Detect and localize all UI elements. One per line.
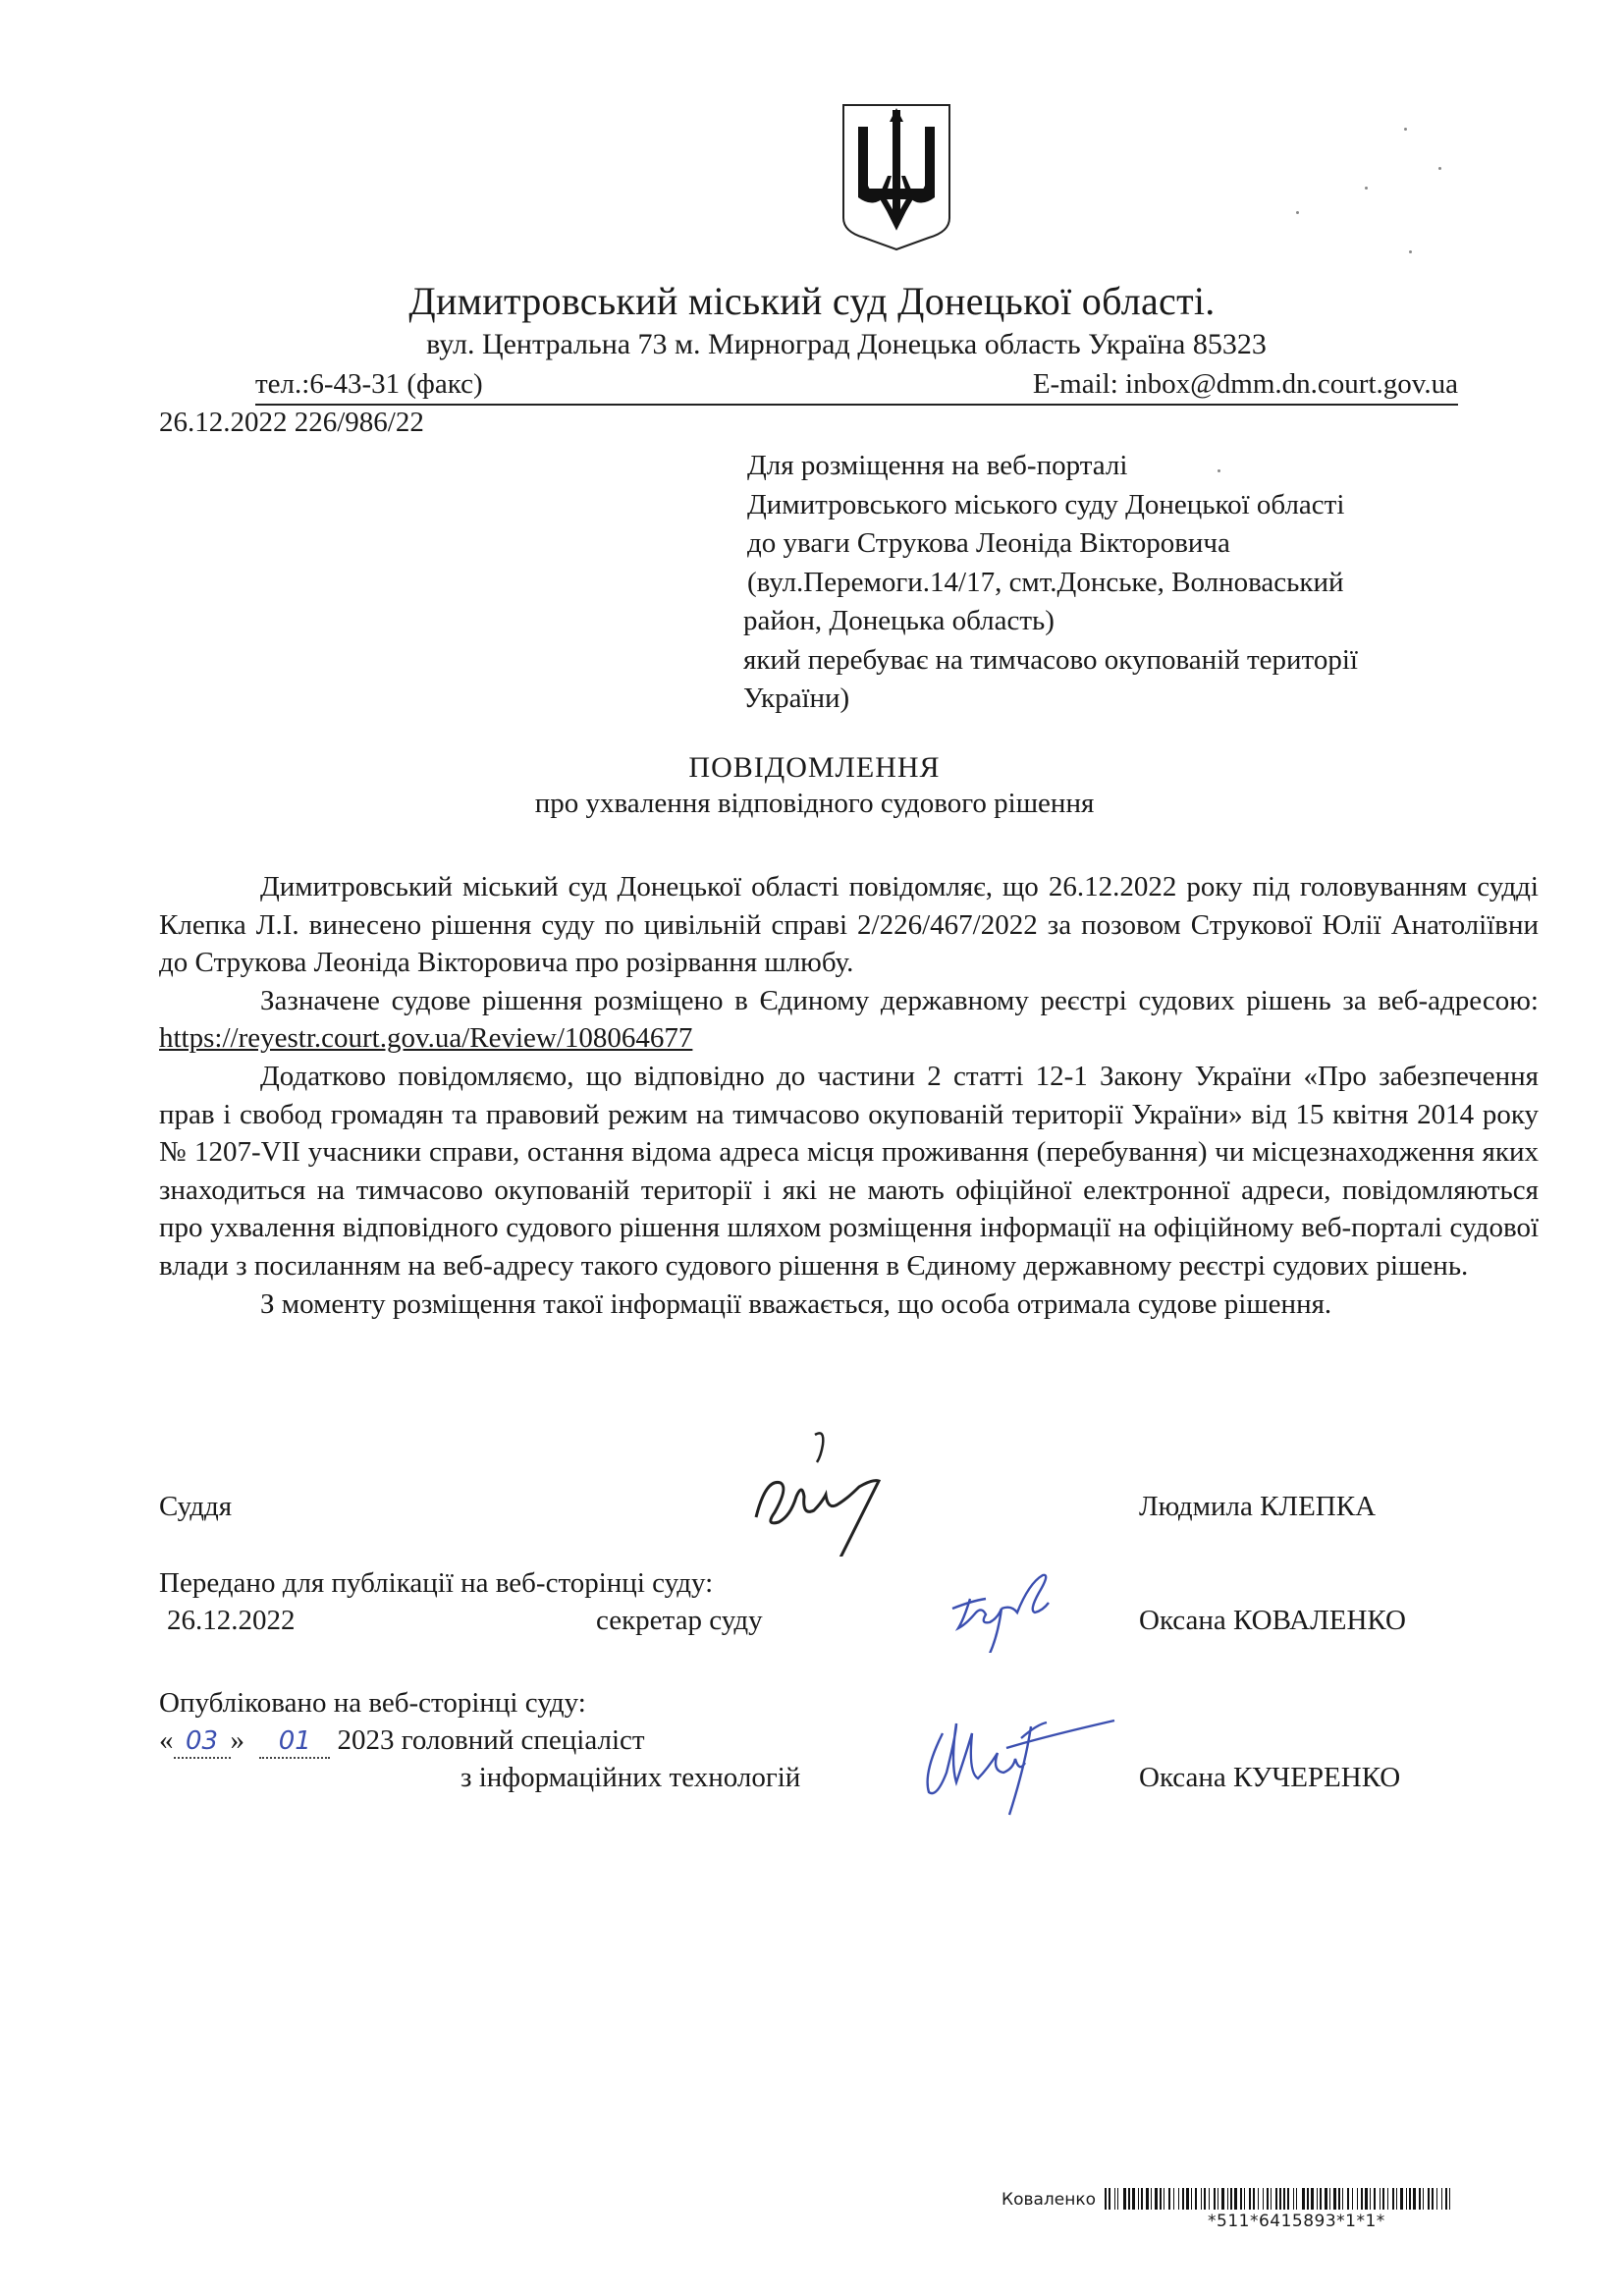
scan-speck (1296, 211, 1299, 214)
barcode-bar (1419, 2188, 1421, 2210)
addressee-line: Димитровського міського суду Донецької області (747, 488, 1345, 520)
barcode-number: *511*6415893*1*1* (1208, 2212, 1385, 2231)
secretary-name: Оксана КОВАЛЕНКО (1139, 1605, 1406, 1636)
barcode-bar (1227, 2188, 1228, 2210)
barcode-bar (1293, 2188, 1294, 2210)
barcode-bar (1347, 2188, 1349, 2210)
barcode-bar (1263, 2188, 1264, 2210)
judge-name: Людмила КЛЕПКА (1139, 1491, 1377, 1522)
barcode-bar (1392, 2188, 1394, 2210)
body-paragraph-4: З моменту розміщення такої інформації вважається, що особа отримала судове рішення. (260, 1287, 1332, 1320)
published-day-field (174, 1724, 231, 1759)
barcode-bar (1382, 2188, 1384, 2210)
registry-link[interactable]: https://reyestr.court.gov.ua/Review/108064677 (159, 1022, 693, 1055)
barcode-bar (1244, 2188, 1245, 2210)
barcode-bar (1413, 2188, 1416, 2210)
barcode-bar (1234, 2188, 1237, 2210)
barcode-bar (1406, 2188, 1407, 2210)
barcode-bar (1352, 2188, 1353, 2210)
barcode-bar (1445, 2188, 1447, 2210)
barcode-bar (1128, 2188, 1130, 2210)
barcode-bar (1221, 2188, 1224, 2210)
barcode-bar (1320, 2188, 1322, 2210)
barcode-bar (1325, 2188, 1327, 2210)
barcode-bar (1387, 2188, 1388, 2210)
scan-speck (1438, 167, 1441, 170)
barcode-bar (1201, 2188, 1202, 2210)
published-day: 03 (185, 1726, 219, 1756)
court-name: Димитровський міський суд Донецької області. (408, 279, 1216, 323)
barcode-bar (1428, 2188, 1430, 2210)
published-date-line (159, 1724, 645, 1759)
judge-signature-icon (746, 1429, 923, 1557)
barcode-bar (1287, 2188, 1289, 2210)
scan-speck (1404, 128, 1407, 131)
barcode-bar (1374, 2188, 1376, 2210)
barcode-owner: Коваленко (1001, 2190, 1097, 2210)
barcode-bar (1333, 2188, 1336, 2210)
barcode-bar (1114, 2188, 1115, 2210)
addressee-line: який перебуває на тимчасово окупованій території (743, 643, 1358, 676)
barcode-bar (1168, 2188, 1170, 2210)
barcode-bar (1432, 2188, 1434, 2210)
barcode-bar (1105, 2188, 1107, 2210)
barcode-bar (1230, 2188, 1232, 2210)
barcode-bar (1307, 2188, 1309, 2210)
barcode-bar (1361, 2188, 1363, 2210)
barcode-bar (1214, 2188, 1216, 2210)
barcode-bar (1209, 2188, 1210, 2210)
barcode-bar (1186, 2188, 1189, 2210)
body-paragraph-1: Димитровський міський суд Донецької області повідомляє, що 26.12.2022 року під головуванням судді Клепка Л.І. винесено рішення суду по цивільній справі 2/226/467/2022 за позовом Струкової Юлії Анатоліївни до Струкова Леоніда Вікторовича про розірвання шлюбу. (159, 871, 1539, 979)
court-phone: тел.:6-43-31 (факс) (255, 368, 483, 400)
reference-number: 26.12.2022 226/986/22 (159, 407, 424, 438)
ukraine-coat-of-arms-icon (840, 102, 952, 251)
barcode-icon (1105, 2188, 1450, 2210)
barcode-bar (1253, 2188, 1255, 2210)
barcode-bar (1271, 2188, 1272, 2210)
barcode-bar (1123, 2188, 1126, 2210)
addressee-line: район, Донецька область) (743, 605, 1055, 636)
scan-speck (1218, 469, 1220, 472)
barcode-bar (1138, 2188, 1139, 2210)
barcode-bar (1178, 2188, 1179, 2210)
barcode-bar (1191, 2188, 1192, 2210)
addressee-line: (вул.Перемоги.14/17, смт.Донське, Волноваський (747, 566, 1344, 598)
barcode-bar (1173, 2188, 1174, 2210)
notice-title: ПОВІДОМЛЕННЯ (688, 751, 941, 784)
barcode-bar (1146, 2188, 1149, 2210)
barcode-bar (1132, 2188, 1135, 2210)
addressee-line: Для розміщення на веб-порталі (747, 450, 1128, 481)
barcode-bar (1109, 2188, 1110, 2210)
barcode-bar (1160, 2188, 1162, 2210)
barcode-bar (1296, 2188, 1297, 2210)
barcode-bar (1449, 2188, 1450, 2210)
barcode-bar (1311, 2188, 1314, 2210)
published-year: 2023 (337, 1724, 395, 1756)
addressee-line: України) (743, 683, 850, 714)
barcode-bar (1329, 2188, 1330, 2210)
specialist-signature-icon (913, 1709, 1129, 1817)
barcode-bar (1275, 2188, 1277, 2210)
barcode-bar (1195, 2188, 1197, 2210)
published-month: 01 (278, 1726, 311, 1756)
barcode-bar (1317, 2188, 1318, 2210)
body-paragraph-3: Додатково повідомляємо, що відповідно до частини 2 статті 12-1 Закону України «Про забезпечення прав і свобод громадян та правовий режим на тимчасово окупованій території України» від 15 квітня 2014 року № 1207-VII учасники справи, остання відома адреса місця проживання (перебування) чи місцезнаходження яких знаходиться на тимчасово окупованій території і які не мають офіційної електронної адреси, повідомляються про ухвалення відповідного судового рішення шляхом розміщення інформації на офіційному веб-порталі судової влади з посиланням на веб-адресу такого судового рішення в Єдиному державному реєстрі судових рішень. (159, 1060, 1539, 1282)
scan-speck (1365, 187, 1368, 190)
specialist-role-line2: з інформаційних технологій (460, 1762, 801, 1793)
contact-line (255, 368, 1458, 406)
addressee-block (743, 447, 1358, 719)
barcode-bar (1151, 2188, 1152, 2210)
barcode-bar (1342, 2188, 1343, 2210)
barcode-bar (1279, 2188, 1281, 2210)
court-address: вул. Центральна 73 м. Мирноград Донецька область Україна 85323 (426, 328, 1267, 360)
transferred-label: Передано для публікації на веб-сторінці суду: (159, 1567, 714, 1599)
barcode-bar (1365, 2188, 1368, 2210)
barcode-bar (1155, 2188, 1158, 2210)
body-paragraph-2-text: Зазначене судове рішення розміщено в Єдиному державному реєстрі судових рішень за веб-адресою: (260, 984, 1539, 1016)
barcode-bar (1370, 2188, 1371, 2210)
court-email[interactable]: E-mail: inbox@dmm.dn.court.gov.ua (1032, 368, 1458, 400)
barcode-bar (1400, 2188, 1403, 2210)
judge-role: Суддя (159, 1491, 233, 1522)
barcode-bar (1267, 2188, 1269, 2210)
specialist-name: Оксана КУЧЕРЕНКО (1139, 1762, 1401, 1793)
notice-subtitle: про ухвалення відповідного судового рішення (534, 788, 1095, 819)
barcode-bar (1423, 2188, 1424, 2210)
transferred-date: 26.12.2022 (167, 1605, 296, 1636)
barcode-bar (1283, 2188, 1285, 2210)
secretary-signature-icon (943, 1569, 1090, 1653)
addressee-line: до уваги Струкова Леоніда Вікторовича (747, 527, 1230, 559)
barcode-bar (1338, 2188, 1340, 2210)
barcode-bar (1441, 2188, 1442, 2210)
barcode-bar (1182, 2188, 1184, 2210)
barcode-bar (1302, 2188, 1305, 2210)
open-quote: « (159, 1724, 174, 1756)
barcode-bar (1396, 2188, 1397, 2210)
barcode-bar (1357, 2188, 1358, 2210)
barcode-bar (1249, 2188, 1251, 2210)
barcode-bar (1436, 2188, 1437, 2210)
scan-speck (1409, 250, 1412, 253)
barcode-bar (1240, 2188, 1242, 2210)
barcode-bar (1258, 2188, 1259, 2210)
barcode-bar (1141, 2188, 1143, 2210)
barcode-bar (1204, 2188, 1206, 2210)
published-label: Опубліковано на веб-сторінці суду: (159, 1687, 586, 1719)
secretary-role: секретар суду (596, 1605, 763, 1636)
barcode-bar (1409, 2188, 1411, 2210)
specialist-role-line1: головний спеціаліст (401, 1724, 645, 1756)
barcode-bar (1117, 2188, 1118, 2210)
body-paragraph-2 (159, 982, 1539, 1058)
notice-body (159, 868, 1539, 1323)
published-month-field (259, 1724, 330, 1759)
close-quote: » (230, 1724, 244, 1756)
